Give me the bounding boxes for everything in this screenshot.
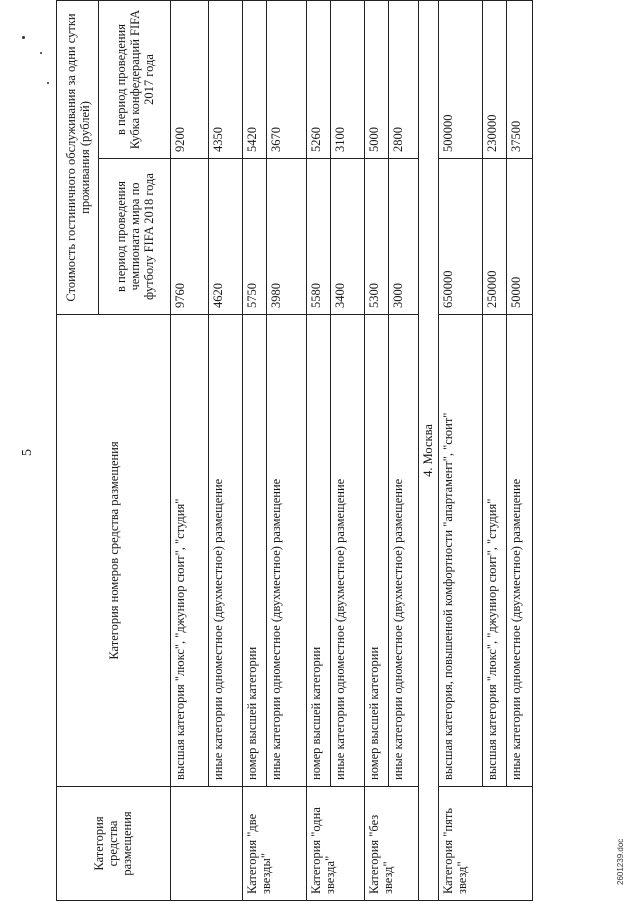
row-category: Категория "одна звезда": [307, 787, 365, 901]
row-category: Категория "без звезд": [365, 787, 419, 901]
header-price-group: Стоимость гостиничного обслуживания за одни сутки проживания (рублей): [57, 0, 99, 314]
region-heading: 4. Москва: [419, 0, 439, 900]
row-cc2017: 5260: [307, 0, 331, 158]
moscow-room: высшая категория, повышенной комфортности "апартамент", "сюит": [439, 315, 483, 787]
row-wc2018: 5580: [307, 159, 331, 315]
moscow-cc2017: 500000: [439, 0, 483, 158]
moscow-wc2018: 250000: [483, 159, 507, 315]
moscow-wc2018: 650000: [439, 159, 483, 315]
row-room: иные категории одноместное (двухместное) размещение: [209, 315, 243, 787]
row-wc2018: 3000: [389, 159, 419, 315]
header-category: Категория средства размещения: [57, 787, 171, 901]
moscow-cc2017: 230000: [483, 0, 507, 158]
row-room: номер высшей категории: [243, 315, 267, 787]
row-wc2018: 4620: [209, 159, 243, 315]
header-wc2018: в период проведения чемпионата мира по футболу FIFA 2018 года: [99, 159, 171, 315]
row-cc2017: 3100: [331, 0, 365, 158]
row-room: иные категории одноместное (двухместное) размещение: [389, 315, 419, 787]
footer-filename: 2601239.doc: [616, 838, 625, 885]
row-cc2017: 4350: [209, 0, 243, 158]
page-number: 5: [20, 449, 35, 456]
moscow-cc2017: 37500: [507, 0, 533, 158]
hotel-price-table: [56, 0, 533, 901]
row-wc2018: 3980: [267, 159, 307, 315]
row-room: иные категории одноместное (двухместное) размещение: [331, 315, 365, 787]
moscow-wc2018: 50000: [507, 159, 533, 315]
row-room: номер высшей категории: [365, 315, 389, 787]
row-category: [209, 787, 243, 901]
row-wc2018: 5300: [365, 159, 389, 315]
moscow-category: Категория "пять звезд": [439, 787, 533, 901]
moscow-room: иные категории одноместное (двухместное) размещение: [507, 315, 533, 787]
row-room: иные категории одноместное (двухместное) размещение: [267, 315, 307, 787]
moscow-room: высшая категория "люкс", "джуниор сюит", "студия": [483, 315, 507, 787]
row-room: высшая категория "люкс", "джуниор сюит", "студия": [171, 315, 209, 787]
header-cc2017: в период проведения Кубка конфедераций FIFA 2017 года: [99, 0, 171, 158]
row-cc2017: 5000: [365, 0, 389, 158]
row-cc2017: 2800: [389, 0, 419, 158]
row-cc2017: 3670: [267, 0, 307, 158]
row-category: Категория "две звезды": [243, 787, 307, 901]
row-cc2017: 9200: [171, 0, 209, 158]
row-category: [171, 787, 209, 901]
header-room-category: Категория номеров средства размещения: [57, 315, 171, 787]
row-wc2018: 9760: [171, 159, 209, 315]
row-wc2018: 3400: [331, 159, 365, 315]
row-room: номер высшей категории: [307, 315, 331, 787]
row-wc2018: 5750: [243, 159, 267, 315]
row-cc2017: 5420: [243, 0, 267, 158]
